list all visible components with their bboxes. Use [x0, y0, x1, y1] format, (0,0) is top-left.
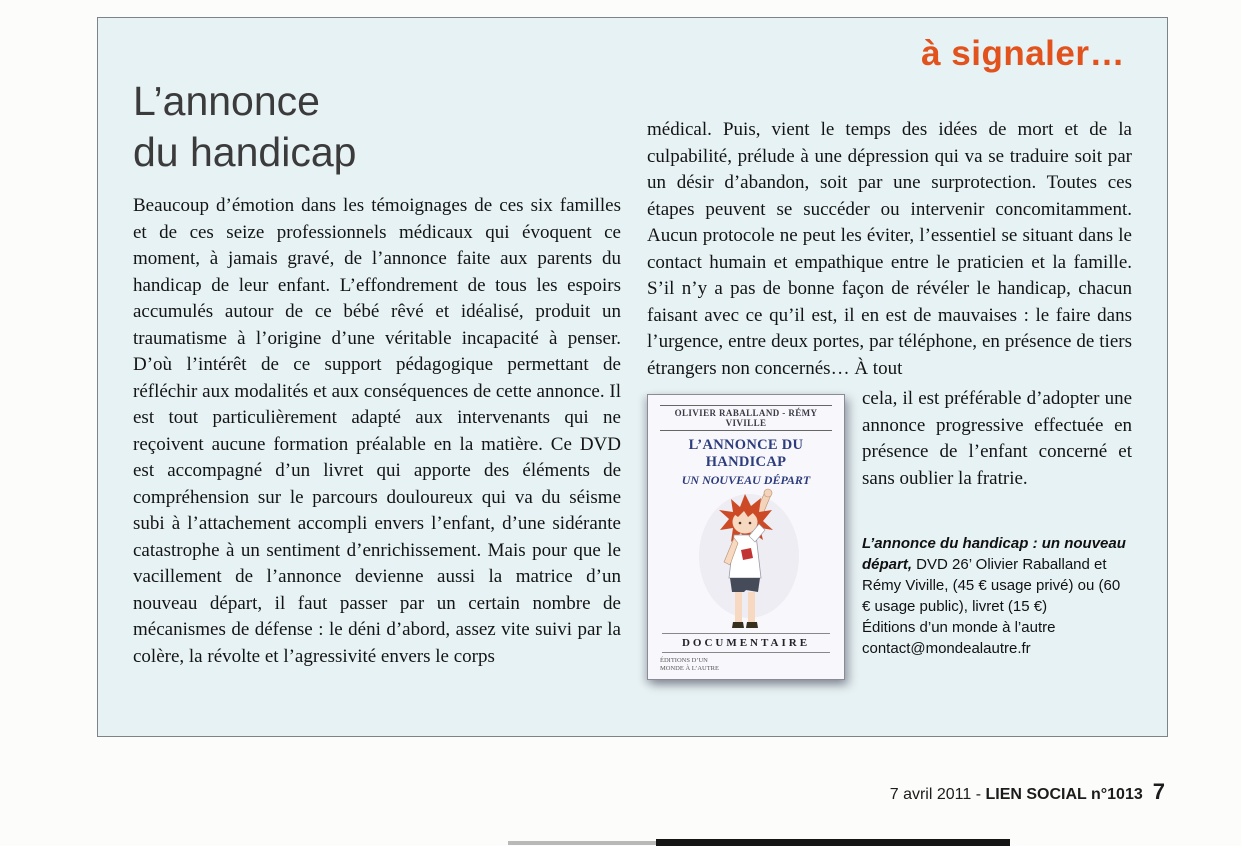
- left-column: [133, 193, 621, 670]
- dvd-publisher-logo: ÉDITIONS D’UN MONDE À L’AUTRE: [660, 657, 719, 672]
- dvd-girl-illustration: [656, 488, 836, 633]
- caption-details: DVD 26’ Olivier Raballand et Rémy Viville, (45 € usage privé) ou (60 € usage public), livret (15 €): [862, 556, 1121, 615]
- dvd-genre: DOCUMENTAIRE: [662, 633, 830, 653]
- caption-contact: contact@mondealautre.fr: [862, 640, 1031, 657]
- scan-artifact-dark: [656, 839, 1010, 846]
- girl-drawing: [687, 488, 805, 633]
- dvd-title: L’ANNONCE DU HANDICAP: [688, 437, 804, 470]
- dvd-cover: [647, 394, 845, 680]
- right-column-wrap-text: cela, il est préférable d’adopter une annonce progressive effectuée en présence de l’enfant concerné et sans oublier la fratrie.: [862, 388, 1132, 489]
- article-title: [133, 76, 356, 178]
- article-title-line1: L’annonce: [133, 78, 320, 124]
- right-column: [647, 117, 1132, 680]
- right-subcolumn: [845, 386, 1132, 680]
- footer-date: 7 avril 2011 -: [889, 786, 986, 803]
- caption-publisher: Éditions d’un monde à l’autre: [862, 619, 1056, 636]
- article-title-line2: du handicap: [133, 129, 357, 175]
- media-row: [647, 386, 1132, 680]
- scan-artifact-light: [508, 841, 656, 845]
- dvd-authors: OLIVIER RABALLAND - RÉMY VIVILLE: [660, 405, 832, 431]
- section-header: à signaler…: [921, 34, 1125, 73]
- left-column-text: Beaucoup d’émotion dans les témoignages de ces six familles et de ces seize professionnels médicaux qui évoquent ce moment, à jamais gravé, de l’annonce faite aux parents du handicap de leur enfant. L’effondrement de tous les espoirs accumulés autour de ce bébé rêvé et idéalisé, produit un traumatisme à l’origine d’une véritable incapacité à penser. D’où l’intérêt de ce support pédagogique permettant de réfléchir aux modalités et aux conséquences de cette annonce. Il est tout particulièrement adapté aux intervenants qui ne reçoivent aucune formation préalable en la matière. Ce DVD est accompagné d’un livret qui apporte des éléments de compréhension sur le parcours douloureux qui va du séisme subi à l’attachement accompli envers l’enfant, d’une sidérante catastrophe à un sentiment d’enrichissement. Mais pour que le vacillement de l’annonce devienne aussi la matrice d’un nouveau départ, il faut passer par un certain nombre de mécanismes de défense : le déni d’abord, assez vite suivi par la colère, la révolte et l’agressivité envers le corps: [133, 195, 621, 667]
- caption-title: L’annonce du handicap : un nouveau départ,: [862, 535, 1126, 573]
- footer-page-number: 7: [1152, 779, 1165, 804]
- caption-main: [862, 533, 1132, 617]
- dvd-subtitle: UN NOUVEAU DÉPART: [681, 473, 811, 487]
- footer-publication: LIEN SOCIAL n°1013: [985, 786, 1143, 803]
- article-panel: [97, 17, 1168, 737]
- right-column-text-top: médical. Puis, vient le temps des idées de mort et de la culpabilité, prélude à une dépression qui va se traduire soit par un désir d’abandon, soit par une surprotection. Toutes ces étapes peuvent se succéder ou intervenir concomitamment. Aucun protocole ne peut les éviter, l’essentiel se situant dans le contact humain et empathique entre le praticien et la famille. S’il n’y a pas de bonne façon de révéler le handicap, chacun faisant avec ce qu’il est, il en est de mauvaises : le faire dans l’urgence, entre deux portes, par téléphone, en présence de tiers étrangers non concernés… À tout: [647, 119, 1132, 379]
- dvd-caption: [862, 533, 1132, 659]
- page-footer: [890, 779, 1165, 805]
